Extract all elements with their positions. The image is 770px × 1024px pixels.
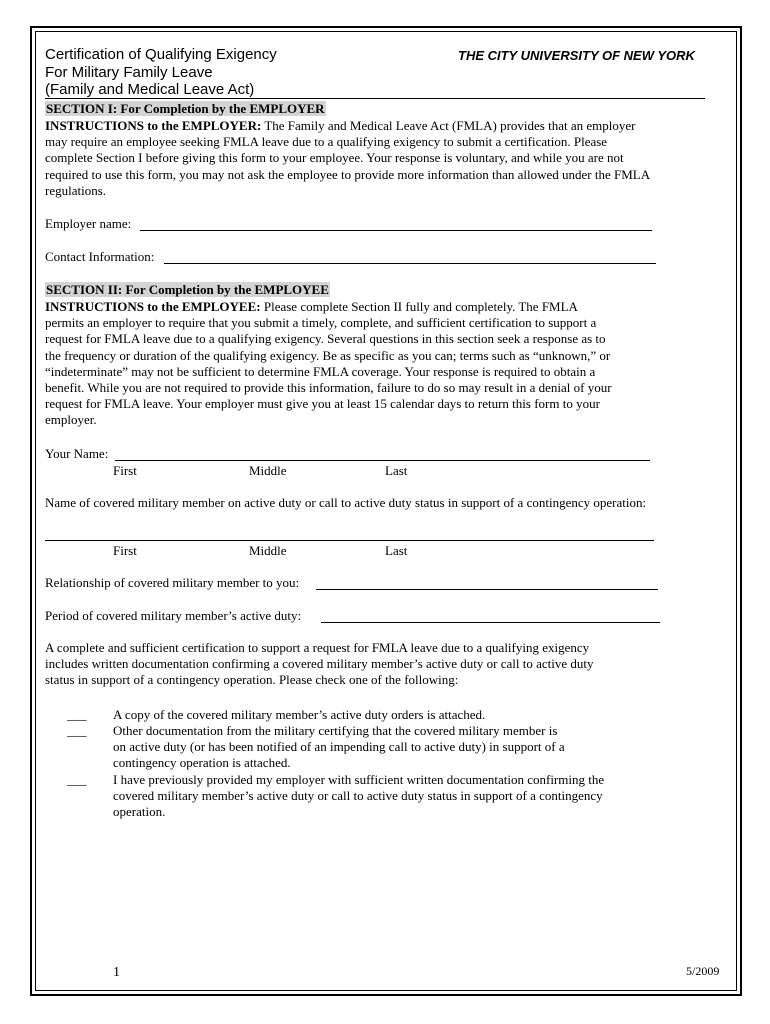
military-middle-caption: Middle — [249, 543, 287, 558]
section2-instructions: INSTRUCTIONS to the EMPLOYEE: Please complete Section II fully and completely. The FMLA permits an employer to require that you submit a timely, complete, and sufficient certification to support a request for FMLA leave due to a qualifying exigency. Several questions in this section seek a response as to the frequency or duration of the qualifying exigency. Be as specific as you can; terms such as “unknown,” or “indeterminate” may not be sufficient to determine FMLA coverage. Your response is required to obtain a benefit. While you are not required to provide this information, failure to do so may result in a denial of your request for FMLA leave. Your employer must give you at least 15 calendar days to return this form to your employer. — [45, 299, 612, 428]
section2-heading: SECTION II: For Completion by the EMPLOYEE — [46, 282, 329, 297]
option2-text: Other documentation from the military certifying that the covered military member is on active duty (or has been notified of an impending call to active duty) in support of a contingency operation is attached. — [113, 723, 565, 771]
header-divider — [45, 98, 705, 99]
section1-instructions: INSTRUCTIONS to the EMPLOYER: The Family and Medical Leave Act (FMLA) provides that an employer may require an employee seeking FMLA leave due to a qualifying exigency to submit a certification. Please complete Section I before giving this form to your employee. Your response is voluntary, and while you are not required to use this form, you may not ask the employee to provide more information than allowed under the FMLA regulations. — [45, 118, 651, 198]
your-name-first-caption: First — [113, 463, 137, 478]
option2-checkbox[interactable]: ___ — [67, 723, 87, 738]
employer-name-label: Employer name: — [45, 216, 132, 231]
your-name-field[interactable] — [115, 460, 650, 461]
page-number: 1 — [113, 965, 120, 980]
section2-instructions-label: INSTRUCTIONS to the EMPLOYEE: — [45, 299, 261, 314]
relationship-field[interactable] — [316, 589, 658, 590]
your-name-last-caption: Last — [385, 463, 408, 478]
option1-checkbox[interactable]: ___ — [67, 707, 87, 722]
active-duty-period-field[interactable] — [321, 622, 660, 623]
military-member-name-field[interactable] — [45, 540, 654, 541]
revision-date: 5/2009 — [686, 964, 720, 978]
section1-instructions-label: INSTRUCTIONS to the EMPLOYER: — [45, 118, 262, 133]
your-name-label: Your Name: — [45, 446, 109, 461]
contact-info-field[interactable] — [164, 263, 656, 264]
active-duty-period-label: Period of covered military member’s active duty: — [45, 608, 302, 623]
employer-name-field[interactable] — [140, 230, 652, 231]
form-title-line1: Certification of Qualifying Exigency — [45, 46, 277, 63]
option1-text: A copy of the covered military member’s active duty orders is attached. — [113, 707, 486, 722]
form-title-line3: (Family and Medical Leave Act) — [45, 81, 255, 98]
section1-heading: SECTION I: For Completion by the EMPLOYER — [46, 101, 325, 116]
military-member-label: Name of covered military member on active duty or call to active duty status in support of a contingency operation: — [45, 495, 647, 510]
form-title-line2: For Military Family Leave — [45, 64, 213, 81]
option3-checkbox[interactable]: ___ — [67, 772, 87, 787]
your-name-middle-caption: Middle — [249, 463, 287, 478]
military-first-caption: First — [113, 543, 137, 558]
certification-instructions: A complete and sufficient certification to support a request for FMLA leave due to a qualifying exigency includes written documentation confirming a covered military member’s active duty or call to active duty status in support of a contingency operation. Please check one of the following: — [45, 640, 594, 688]
contact-info-label: Contact Information: — [45, 249, 155, 264]
option3-text: I have previously provided my employer with sufficient written documentation confirming the covered military member’s active duty or call to active duty status in support of a contingency operation. — [113, 772, 605, 820]
relationship-label: Relationship of covered military member to you: — [45, 575, 300, 590]
institution-name: THE CITY UNIVERSITY OF NEW YORK — [458, 48, 695, 63]
military-last-caption: Last — [385, 543, 408, 558]
